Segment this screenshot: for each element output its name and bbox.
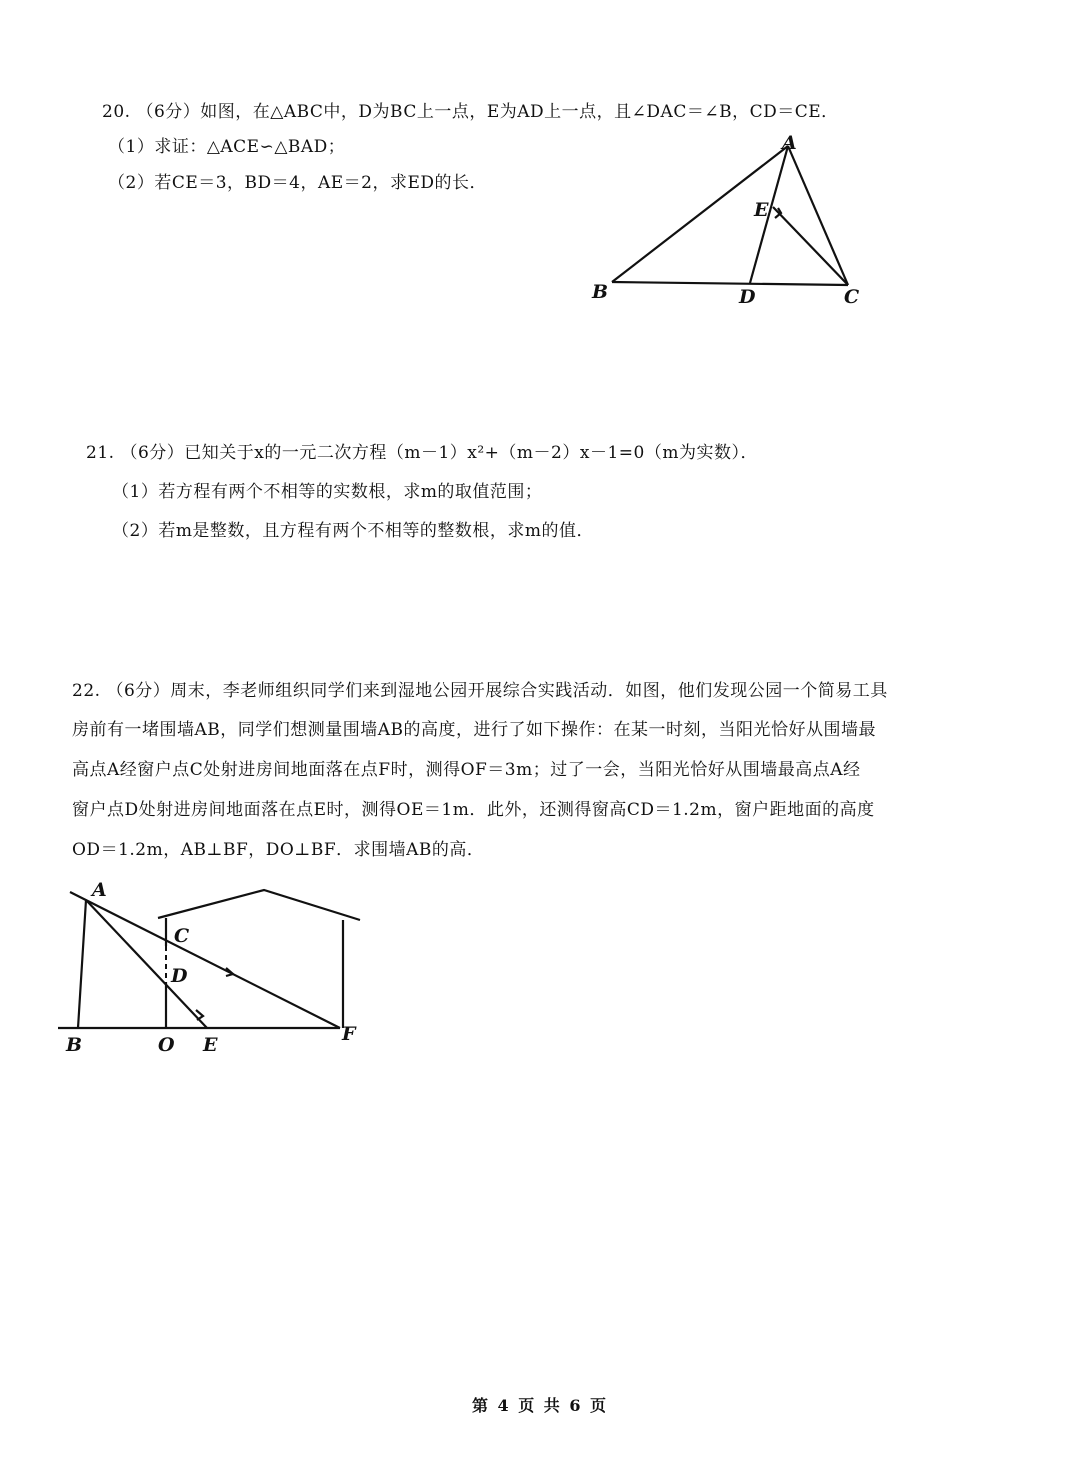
q20-part1: （1）求证：△ACE∽△BAD； <box>108 137 346 157</box>
wall-ab <box>78 900 86 1028</box>
q22-line-1: 22. （6分）周末，李老师组织同学们来到湿地公园开展综合实践活动．如图，他们发现公园一个简易工具 <box>72 681 888 701</box>
label-c: C <box>174 925 190 947</box>
label-e: E <box>754 199 769 221</box>
q22-line-5: OD＝1.2m，AB⊥BF，DO⊥BF．求围墙AB的高． <box>72 840 485 860</box>
sunray-ae <box>86 900 207 1028</box>
segment-ac <box>788 146 848 285</box>
q22-line-3: 高点A经窗户点C处射进房间地面落在点F时，测得OF＝3m；过了一会，当阳光恰好从围墙最高点A经 <box>72 760 861 780</box>
q22-line-2: 房前有一堵围墙AB，同学们想测量围墙AB的高度，进行了如下操作：在某一时刻，当阳光恰好从围墙最 <box>72 720 877 740</box>
label-b: B <box>592 281 609 303</box>
label-f: F <box>342 1023 356 1045</box>
q20-triangle-figure <box>580 130 880 320</box>
label-a: A <box>782 132 797 154</box>
label-b: B <box>66 1034 83 1056</box>
q22-wall-house-figure <box>50 870 380 1060</box>
segment-bc <box>612 282 848 285</box>
roof <box>158 890 360 920</box>
q22-line-4: 窗户点D处射进房间地面落在点E时，测得OE＝1m．此外，还测得窗高CD＝1.2m，窗户距地面的高度 <box>72 800 875 820</box>
label-d: D <box>171 965 188 987</box>
page-footer: 第 4 页 共 6 页 <box>471 1396 609 1415</box>
label-d: D <box>739 286 756 308</box>
q21-stem: 21. （6分）已知关于x的一元二次方程（m－1）x²+（m－2）x－1=0（m为实数）． <box>86 443 758 463</box>
label-a: A <box>92 879 107 901</box>
label-o: O <box>158 1034 175 1056</box>
label-e: E <box>203 1034 218 1056</box>
q21-part1: （1）若方程有两个不相等的实数根，求m的取值范围； <box>112 482 543 502</box>
label-c: C <box>844 286 860 308</box>
segment-ce <box>773 207 848 285</box>
q21-part2: （2）若m是整数，且方程有两个不相等的整数根，求m的值． <box>112 521 595 541</box>
q20-part2: （2）若CE＝3，BD＝4，AE＝2，求ED的长． <box>108 173 488 193</box>
sunray-af <box>70 892 340 1028</box>
q20-stem: 20. （6分）如图，在△ABC中，D为BC上一点，E为AD上一点，且∠DAC＝∠B，CD＝CE． <box>102 102 839 122</box>
